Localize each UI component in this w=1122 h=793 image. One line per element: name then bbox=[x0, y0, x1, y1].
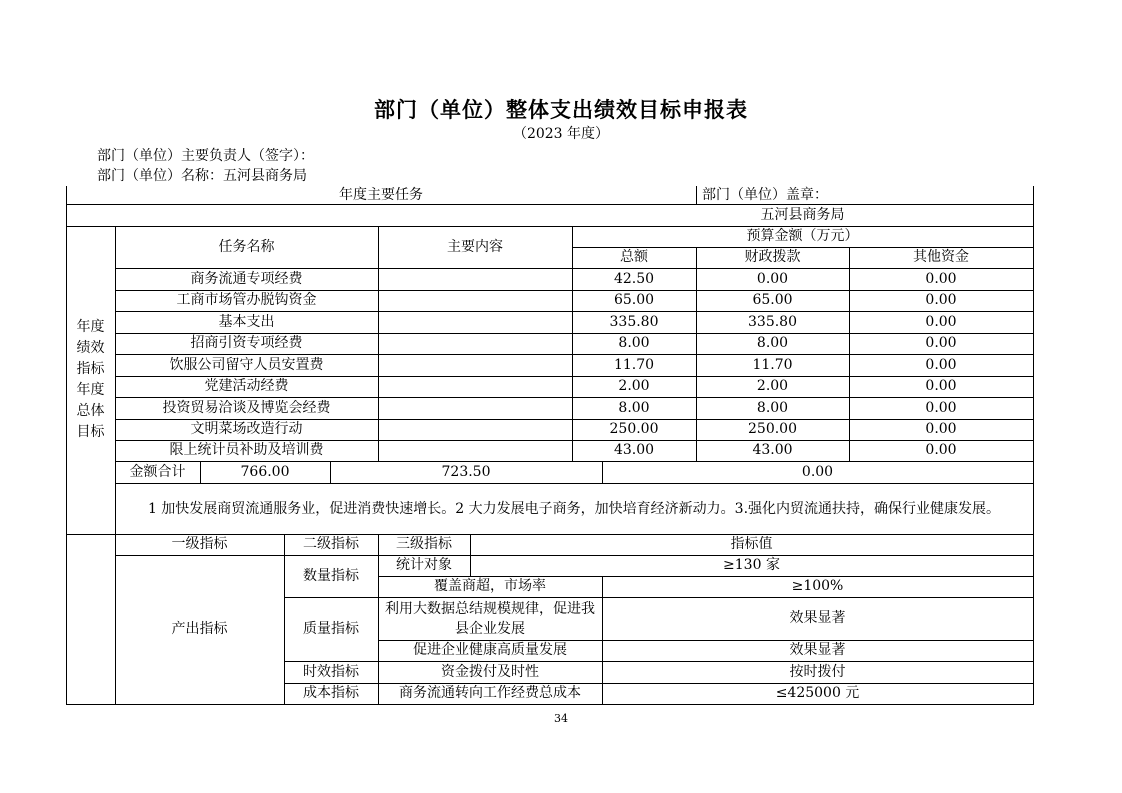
task-other: 0.00 bbox=[925, 356, 957, 373]
task-fiscal: 250.00 bbox=[748, 421, 797, 437]
task-other: 0.00 bbox=[925, 378, 957, 394]
task-name: 招商引资专项经费 bbox=[190, 335, 303, 351]
col-indicator-value: 指标值 bbox=[730, 536, 773, 552]
task-fiscal: 8.00 bbox=[756, 399, 789, 416]
unit-name-line: 部门（单位）名称：五河县商务局 bbox=[97, 168, 307, 184]
indicator-value: 按时拨付 bbox=[789, 663, 846, 680]
sum-other: 0.00 bbox=[801, 463, 834, 480]
task-fiscal: 65.00 bbox=[752, 292, 793, 308]
task-other: 0.00 bbox=[925, 399, 957, 416]
unit-name-cell: 五河县商务局 bbox=[760, 206, 845, 223]
task-fiscal: 11.70 bbox=[752, 356, 793, 373]
document-title: 部门（单位）整体支出绩效目标申报表 bbox=[374, 97, 748, 122]
leader-signature-line: 部门（单位）主要负责人（签字）： bbox=[97, 148, 314, 164]
indicator-level3: 利用大数据总结规模规律，促进我县企业发展 bbox=[385, 600, 595, 637]
task-name: 党建活动经费 bbox=[204, 378, 289, 394]
indicator-level3: 促进企业健康高质量发展 bbox=[413, 642, 567, 658]
task-content bbox=[378, 397, 572, 419]
indicator-value: ≥100% bbox=[791, 578, 844, 594]
task-fiscal: 8.00 bbox=[756, 335, 789, 351]
indicator-level3: 商务流通转向工作经费总成本 bbox=[399, 685, 581, 701]
task-content bbox=[378, 419, 572, 440]
task-total: 8.00 bbox=[618, 399, 650, 416]
timeliness-indicator-label: 时效指标 bbox=[303, 663, 359, 680]
task-total: 335.80 bbox=[609, 313, 659, 330]
cost-indicator-label: 成本指标 bbox=[303, 685, 359, 701]
task-other: 0.00 bbox=[925, 292, 957, 308]
annual-tasks-heading: 年度主要任务 bbox=[339, 186, 423, 203]
task-other: 0.00 bbox=[925, 270, 957, 287]
task-total: 43.00 bbox=[613, 442, 655, 458]
col-level2: 二级指标 bbox=[303, 536, 359, 552]
task-fiscal: 43.00 bbox=[752, 442, 793, 458]
quantity-indicator-label: 数量指标 bbox=[303, 567, 359, 584]
task-total: 65.00 bbox=[613, 292, 655, 308]
task-content bbox=[378, 268, 572, 290]
task-total: 250.00 bbox=[609, 421, 659, 437]
task-name: 饮服公司留守人员安置费 bbox=[169, 356, 324, 373]
document-subtitle: （2023 年度） bbox=[512, 126, 610, 142]
col-fiscal: 财政拨款 bbox=[744, 249, 801, 265]
task-content bbox=[378, 311, 572, 333]
indicator-value: 效果显著 bbox=[789, 610, 846, 626]
annual-goal-side-label: 年度 绩效 指标 年度 总体 目标 bbox=[76, 319, 105, 440]
indicator-value: ≥130 家 bbox=[723, 557, 780, 573]
task-content bbox=[378, 290, 572, 311]
seal-label: 部门（单位）盖章： bbox=[702, 186, 828, 203]
indicator-value: 效果显著 bbox=[789, 642, 846, 658]
task-fiscal: 0.00 bbox=[756, 270, 789, 287]
task-name: 投资贸易洽谈及博览会经费 bbox=[162, 399, 331, 416]
task-other: 0.00 bbox=[925, 442, 957, 458]
col-other: 其他资金 bbox=[913, 249, 969, 265]
sum-total: 766.00 bbox=[240, 463, 290, 480]
task-content bbox=[378, 354, 572, 376]
output-indicator-label: 产出指标 bbox=[171, 621, 228, 637]
task-name: 工商市场管办脱钩资金 bbox=[176, 292, 317, 308]
task-total: 2.00 bbox=[618, 378, 650, 394]
task-name: 限上统计员补助及培训费 bbox=[169, 442, 324, 458]
annual-goal-text: 1 加快发展商贸流通服务业，促进消费快速增长。2 大力发展电子商务，加快培育经济新动力。3.强化内贸流通扶持，确保行业健康发展。 bbox=[147, 500, 1001, 517]
task-name: 文明菜场改造行动 bbox=[190, 421, 303, 437]
indicator-level3: 覆盖商超，市场率 bbox=[434, 578, 546, 594]
sum-fiscal: 723.50 bbox=[441, 463, 491, 480]
indicator-level3: 统计对象 bbox=[396, 557, 452, 573]
col-level1: 一级指标 bbox=[171, 536, 228, 552]
task-total: 8.00 bbox=[618, 335, 650, 351]
col-budget: 预算金额（万元） bbox=[746, 228, 859, 244]
indicator-value: ≤425000 元 bbox=[775, 685, 860, 701]
task-other: 0.00 bbox=[925, 313, 957, 330]
task-content bbox=[378, 440, 572, 461]
col-task-name: 任务名称 bbox=[218, 238, 275, 255]
task-other: 0.00 bbox=[925, 335, 957, 351]
task-content bbox=[378, 333, 572, 354]
task-total: 11.70 bbox=[613, 356, 655, 373]
sum-label: 金额合计 bbox=[129, 463, 186, 480]
task-other: 0.00 bbox=[925, 421, 957, 437]
task-fiscal: 335.80 bbox=[748, 313, 797, 330]
task-name: 商务流通专项经费 bbox=[190, 270, 303, 287]
task-name: 基本支出 bbox=[218, 313, 275, 330]
indicator-level3: 资金拨付及时性 bbox=[441, 663, 539, 680]
col-total: 总额 bbox=[620, 249, 648, 265]
task-total: 42.50 bbox=[613, 270, 655, 287]
col-level3: 三级指标 bbox=[396, 536, 452, 552]
col-main-content: 主要内容 bbox=[447, 238, 503, 255]
page-number: 34 bbox=[554, 712, 568, 725]
task-content bbox=[378, 376, 572, 397]
task-fiscal: 2.00 bbox=[756, 378, 789, 394]
quality-indicator-label: 质量指标 bbox=[303, 620, 359, 637]
